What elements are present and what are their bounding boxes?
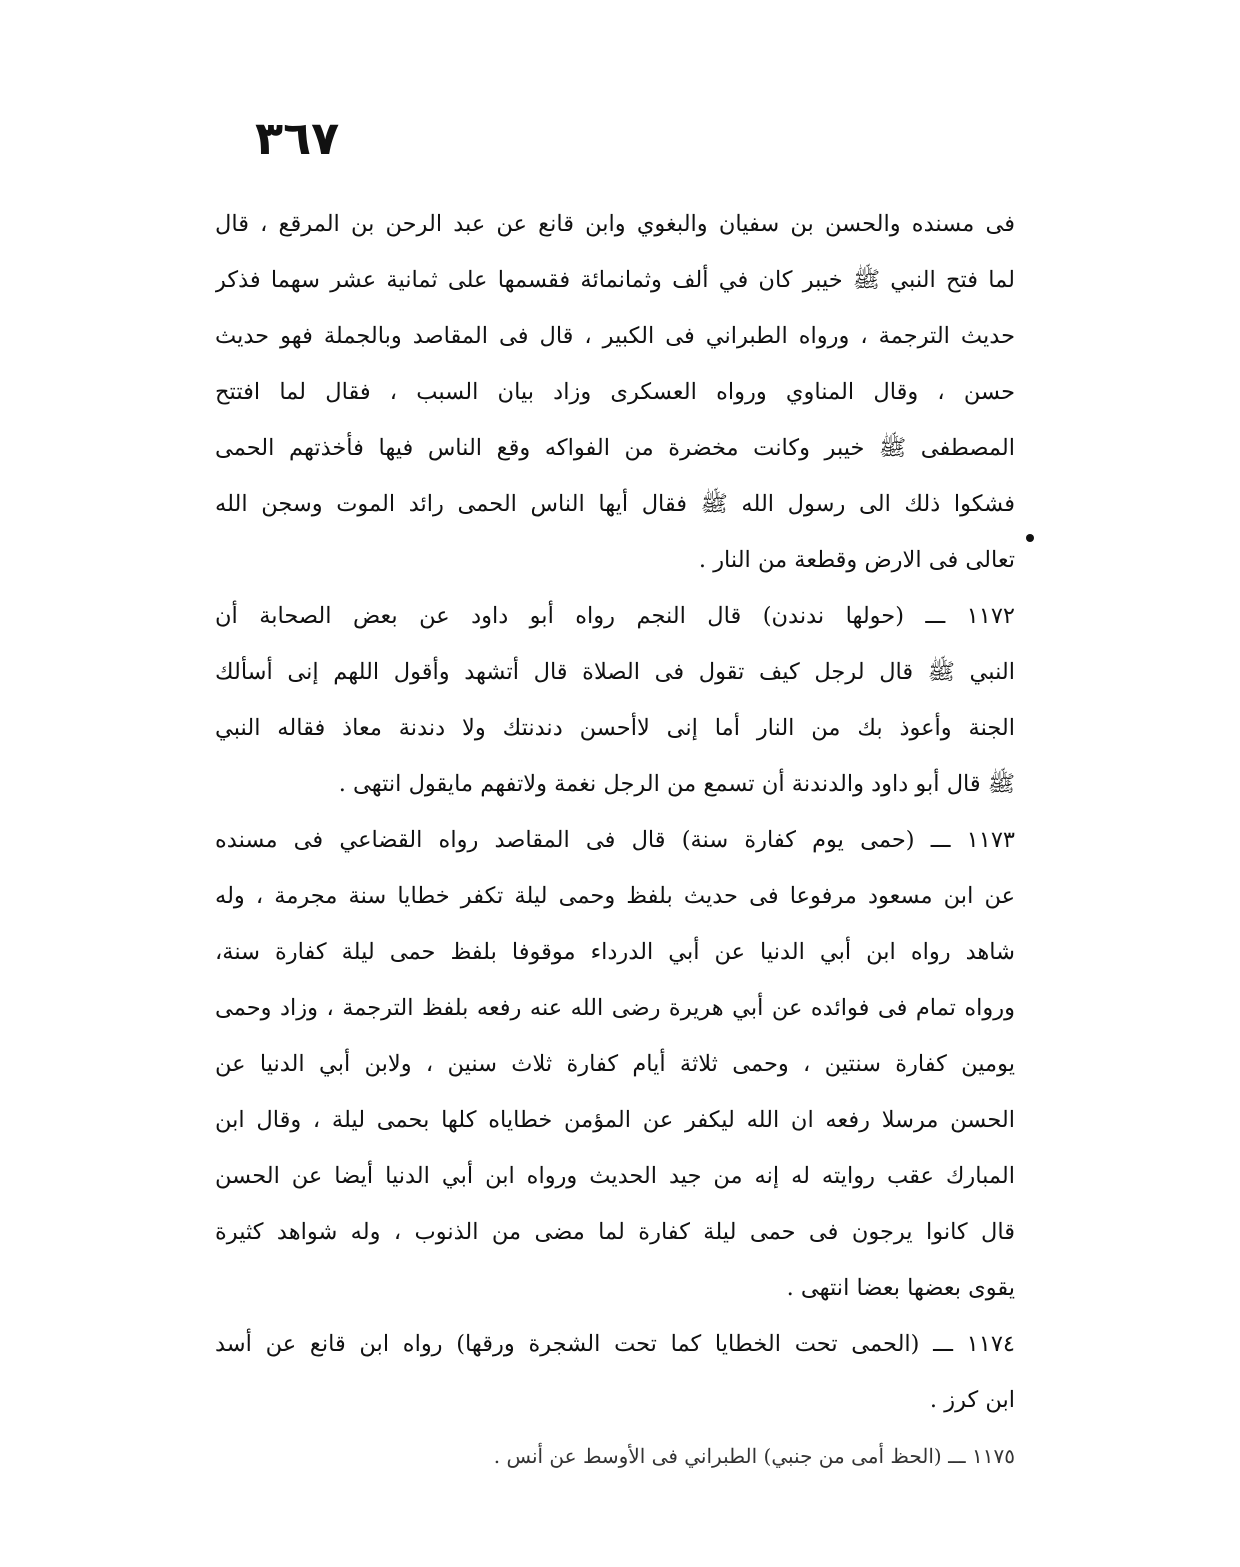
text-line: المبارك عقب روايته له إنه من جيد الحديث ورواه ابن أبي الدنيا أيضا عن الحسن	[215, 1163, 1015, 1189]
page-number: ٣٦٧	[255, 111, 340, 165]
text-line: عن ابن مسعود مرفوعا فى حديث بلفظ وحمى ليلة تكفر خطايا سنة مجرمة ، وله	[215, 883, 1015, 909]
margin-mark	[1026, 534, 1034, 542]
text-line: ورواه تمام فى فوائده عن أبي هريرة رضى الله عنه رفعه بلفظ الترجمة ، وزاد وحمى	[215, 995, 1015, 1021]
text-line: تعالى فى الارض وقطعة من النار .	[698, 547, 1015, 573]
text-line: يومين كفارة سنتين ، وحمى ثلاثة أيام كفارة ثلاث سنين ، ولابن أبي الدنيا عن	[215, 1051, 1015, 1077]
text-line: قال كانوا يرجون فى حمى ليلة كفارة لما مضى من الذنوب ، وله شواهد كثيرة	[215, 1219, 1015, 1245]
text-line: حسن ، وقال المناوي ورواه العسكرى وزاد بيان السبب ، فقال لما افتتح	[215, 379, 1015, 405]
text-line: ابن كرز .	[929, 1387, 1015, 1413]
entry-heading-line: ١١٧٢ ـــ (حولها ندندن) قال النجم رواه أبو داود عن بعض الصحابة أن	[215, 603, 1015, 629]
entry-heading-line: ١١٧٥ ـــ (الحظ أمى من جنبي) الطبراني فى الأوسط عن أنس .	[493, 1444, 1015, 1468]
entry-heading-line: ١١٧٣ ـــ (حمى يوم كفارة سنة) قال فى المقاصد رواه القضاعي فى مسنده	[215, 827, 1015, 853]
text-line: يقوى بعضها بعضا انتهى .	[786, 1275, 1015, 1301]
entry-heading-line: ١١٧٤ ـــ (الحمى تحت الخطايا كما تحت الشجرة ورقها) رواه ابن قانع عن أسد	[215, 1331, 1015, 1357]
text-line: النبي ﷺ قال لرجل كيف تقول فى الصلاة قال أتشهد وأقول اللهم إنى أسألك	[215, 659, 1015, 685]
text-line: لما فتح النبي ﷺ خيبر كان في ألف وثمانمائة فقسمها على ثمانية عشر سهما فذكر	[215, 267, 1015, 293]
text-line: حديث الترجمة ، ورواه الطبراني فى الكبير ، قال فى المقاصد وبالجملة فهو حديث	[215, 323, 1015, 349]
text-line: ﷺ قال أبو داود والدندنة أن تسمع من الرجل نغمة ولاتفهم مايقول انتهى .	[338, 771, 1015, 797]
text-line: المصطفى ﷺ خيبر وكانت مخضرة من الفواكه وقع الناس فيها فأخذتهم الحمى	[215, 435, 1015, 461]
text-line: شاهد رواه ابن أبي الدنيا عن أبي الدرداء موقوفا بلفظ حمى ليلة كفارة سنة،	[215, 939, 1015, 965]
text-line: فى مسنده والحسن بن سفيان والبغوي وابن قانع عن عبد الرحن بن المرقع ، قال	[215, 211, 1015, 237]
body-text	[215, 196, 1015, 1484]
text-line: الجنة وأعوذ بك من النار أما إنى لاأحسن دندنتك ولا دندنة معاذ فقاله النبي	[215, 715, 1015, 741]
text-line: الحسن مرسلا رفعه ان الله ليكفر عن المؤمن خطاياه كلها بحمى ليلة ، وقال ابن	[215, 1107, 1015, 1133]
text-line: فشكوا ذلك الى رسول الله ﷺ فقال أيها الناس الحمى رائد الموت وسجن الله	[215, 491, 1015, 517]
